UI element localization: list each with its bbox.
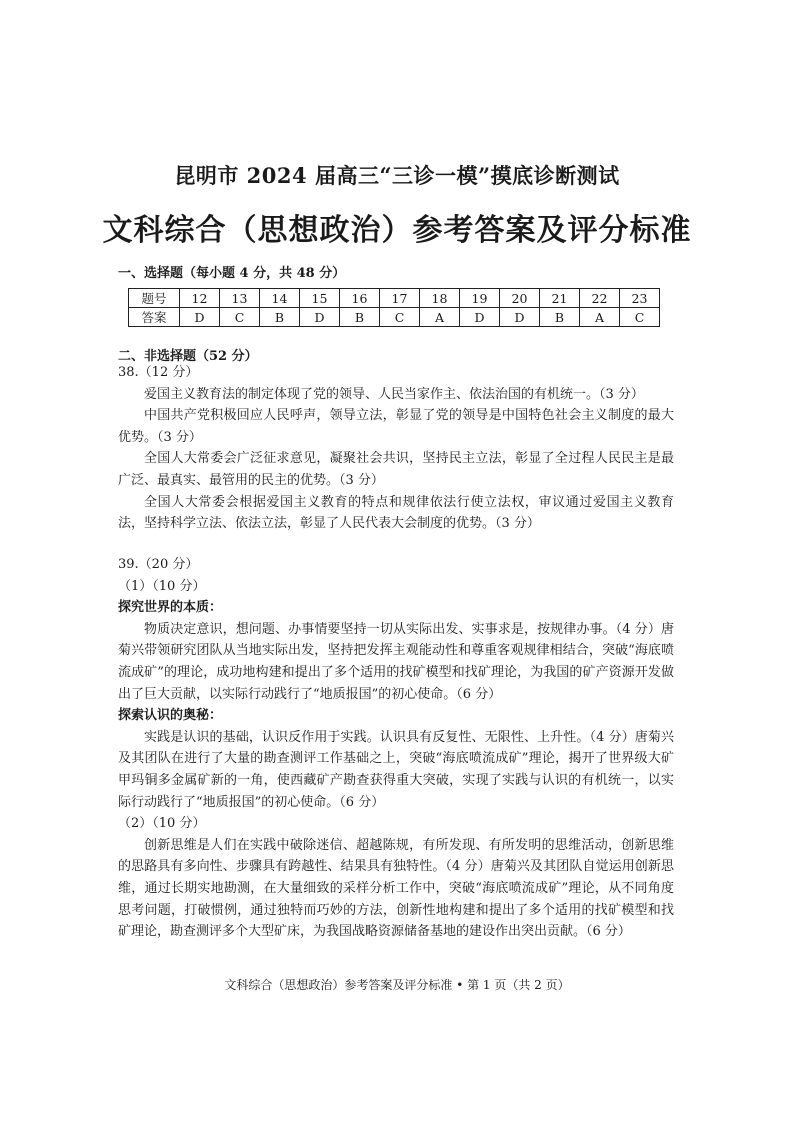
section1-heading: 一、选择题（每小题 4 分，共 48 分） — [118, 266, 346, 281]
part-1-heading: （1）（10 分） — [118, 578, 206, 594]
question-number: 18 — [420, 289, 460, 308]
question-39-heading: 39.（20 分） — [118, 557, 199, 572]
row-label: 题号 — [129, 289, 180, 308]
answer-cell: D — [500, 308, 540, 327]
answer-cell: D — [300, 308, 340, 327]
answer-paragraph: 创新思维是人们在实践中破除迷信、超越陈规，有所发现、有所发明的思维活动，创新思维的思路具有多向性、步骤具有跨越性、结果具有独特性。（4 分）唐菊兴及其团队自觉运用创新思维，通过长期实地勘测，在大量细致的采样分析工作中，突破“海底喷流成矿”理论，从不同角度思考问题，打破惯例，通过独特而巧妙的方法，创新性地构建和提出了多个适用的找矿模型和找矿理论，勘查测评多个大型矿床，为我国战略资源储备基地的建设作出突出贡献。（6 分） — [118, 837, 674, 940]
answer-key-title: 文科综合（思想政治）参考答案及评分标准 — [102, 213, 692, 248]
part-2-heading: （2）（10 分） — [118, 816, 206, 832]
row-label: 答案 — [129, 308, 180, 327]
question-number: 19 — [460, 289, 500, 308]
subheading-cognition: 探索认识的奥秘： — [118, 708, 223, 724]
question-number: 15 — [300, 289, 340, 308]
table-row-answers — [129, 308, 660, 327]
answer-cell: C — [380, 308, 420, 327]
subheading-world-essence: 探究世界的本质： — [118, 600, 223, 616]
answer-paragraph: 中国共产党积极回应人民呼声，领导立法，彰显了党的领导是中国特色社会主义制度的最大优势。（3 分） — [118, 408, 674, 445]
answer-cell: B — [340, 308, 380, 327]
answer-paragraph: 全国人大常委会广泛征求意见，凝聚社会共识，坚持民主立法，彰显了全过程人民民主是最广泛、最真实、最管用的民主的优势。（3 分） — [118, 451, 674, 488]
table-row-numbers — [129, 289, 660, 308]
question-number: 23 — [620, 289, 660, 308]
answer-paragraph: 物质决定意识，想问题、办事情要坚持一切从实际出发、实事求是，按规律办事。（4 分）唐菊兴带领研究团队从当地实际出发，坚持把发挥主观能动性和尊重客观规律相结合，突破“海底喷流成矿”的理论，成功地构建和提出了多个适用的找矿模型和找矿理论，为我国的矿产资源开发做出了巨大贡献，以实际行动践行了“地质报国”的初心使命。（6 分） — [118, 621, 674, 702]
question-number: 13 — [220, 289, 260, 308]
question-number: 20 — [500, 289, 540, 308]
answer-cell: C — [220, 308, 260, 327]
question-number: 22 — [580, 289, 620, 308]
answer-cell: C — [620, 308, 660, 327]
answer-paragraph: 全国人大常委会根据爱国主义教育的特点和规律依法行使立法权，审议通过爱国主义教育法，坚持科学立法、依法立法，彰显了人民代表大会制度的优势。（3 分） — [118, 494, 674, 532]
question-38-block — [118, 362, 674, 535]
answer-cell: A — [420, 308, 460, 327]
question-number: 12 — [180, 289, 220, 308]
answer-cell: D — [460, 308, 500, 327]
answer-table — [128, 288, 660, 327]
exam-title: 昆明市 2024 届高三“三诊一模”摸底诊断测试 — [174, 163, 620, 188]
question-number: 17 — [380, 289, 420, 308]
answer-cell: A — [580, 308, 620, 327]
answer-cell: B — [260, 308, 300, 327]
question-number: 21 — [540, 289, 580, 308]
answer-cell: B — [540, 308, 580, 327]
page-footer: 文科综合（思想政治）参考答案及评分标准 • 第 1 页（共 2 页） — [224, 978, 570, 992]
question-39-block — [118, 554, 674, 943]
answer-paragraph: 爱国主义教育法的制定体现了党的领导、人民当家作主、依法治国的有机统一。（3 分） — [144, 386, 644, 402]
section2-heading: 二、非选择题（52 分） — [118, 349, 258, 364]
answer-paragraph: 实践是认识的基础，认识反作用于实践。认识具有反复性、无限性、上升性。（4 分）唐菊兴及其团队在进行了大量的勘查测评工作基础之上，突破“海底喷流成矿”理论，揭开了世界级大矿甲玛铜多金属矿新的一角，使西藏矿产勘查获得重大突破，实现了实践与认识的有机统一，以实际行动践行了“地质报国”的初心使命。（6 分） — [118, 729, 674, 810]
question-number: 16 — [340, 289, 380, 308]
answer-cell: D — [180, 308, 220, 327]
question-number: 14 — [260, 289, 300, 308]
question-38-heading: 38.（12 分） — [118, 365, 199, 380]
